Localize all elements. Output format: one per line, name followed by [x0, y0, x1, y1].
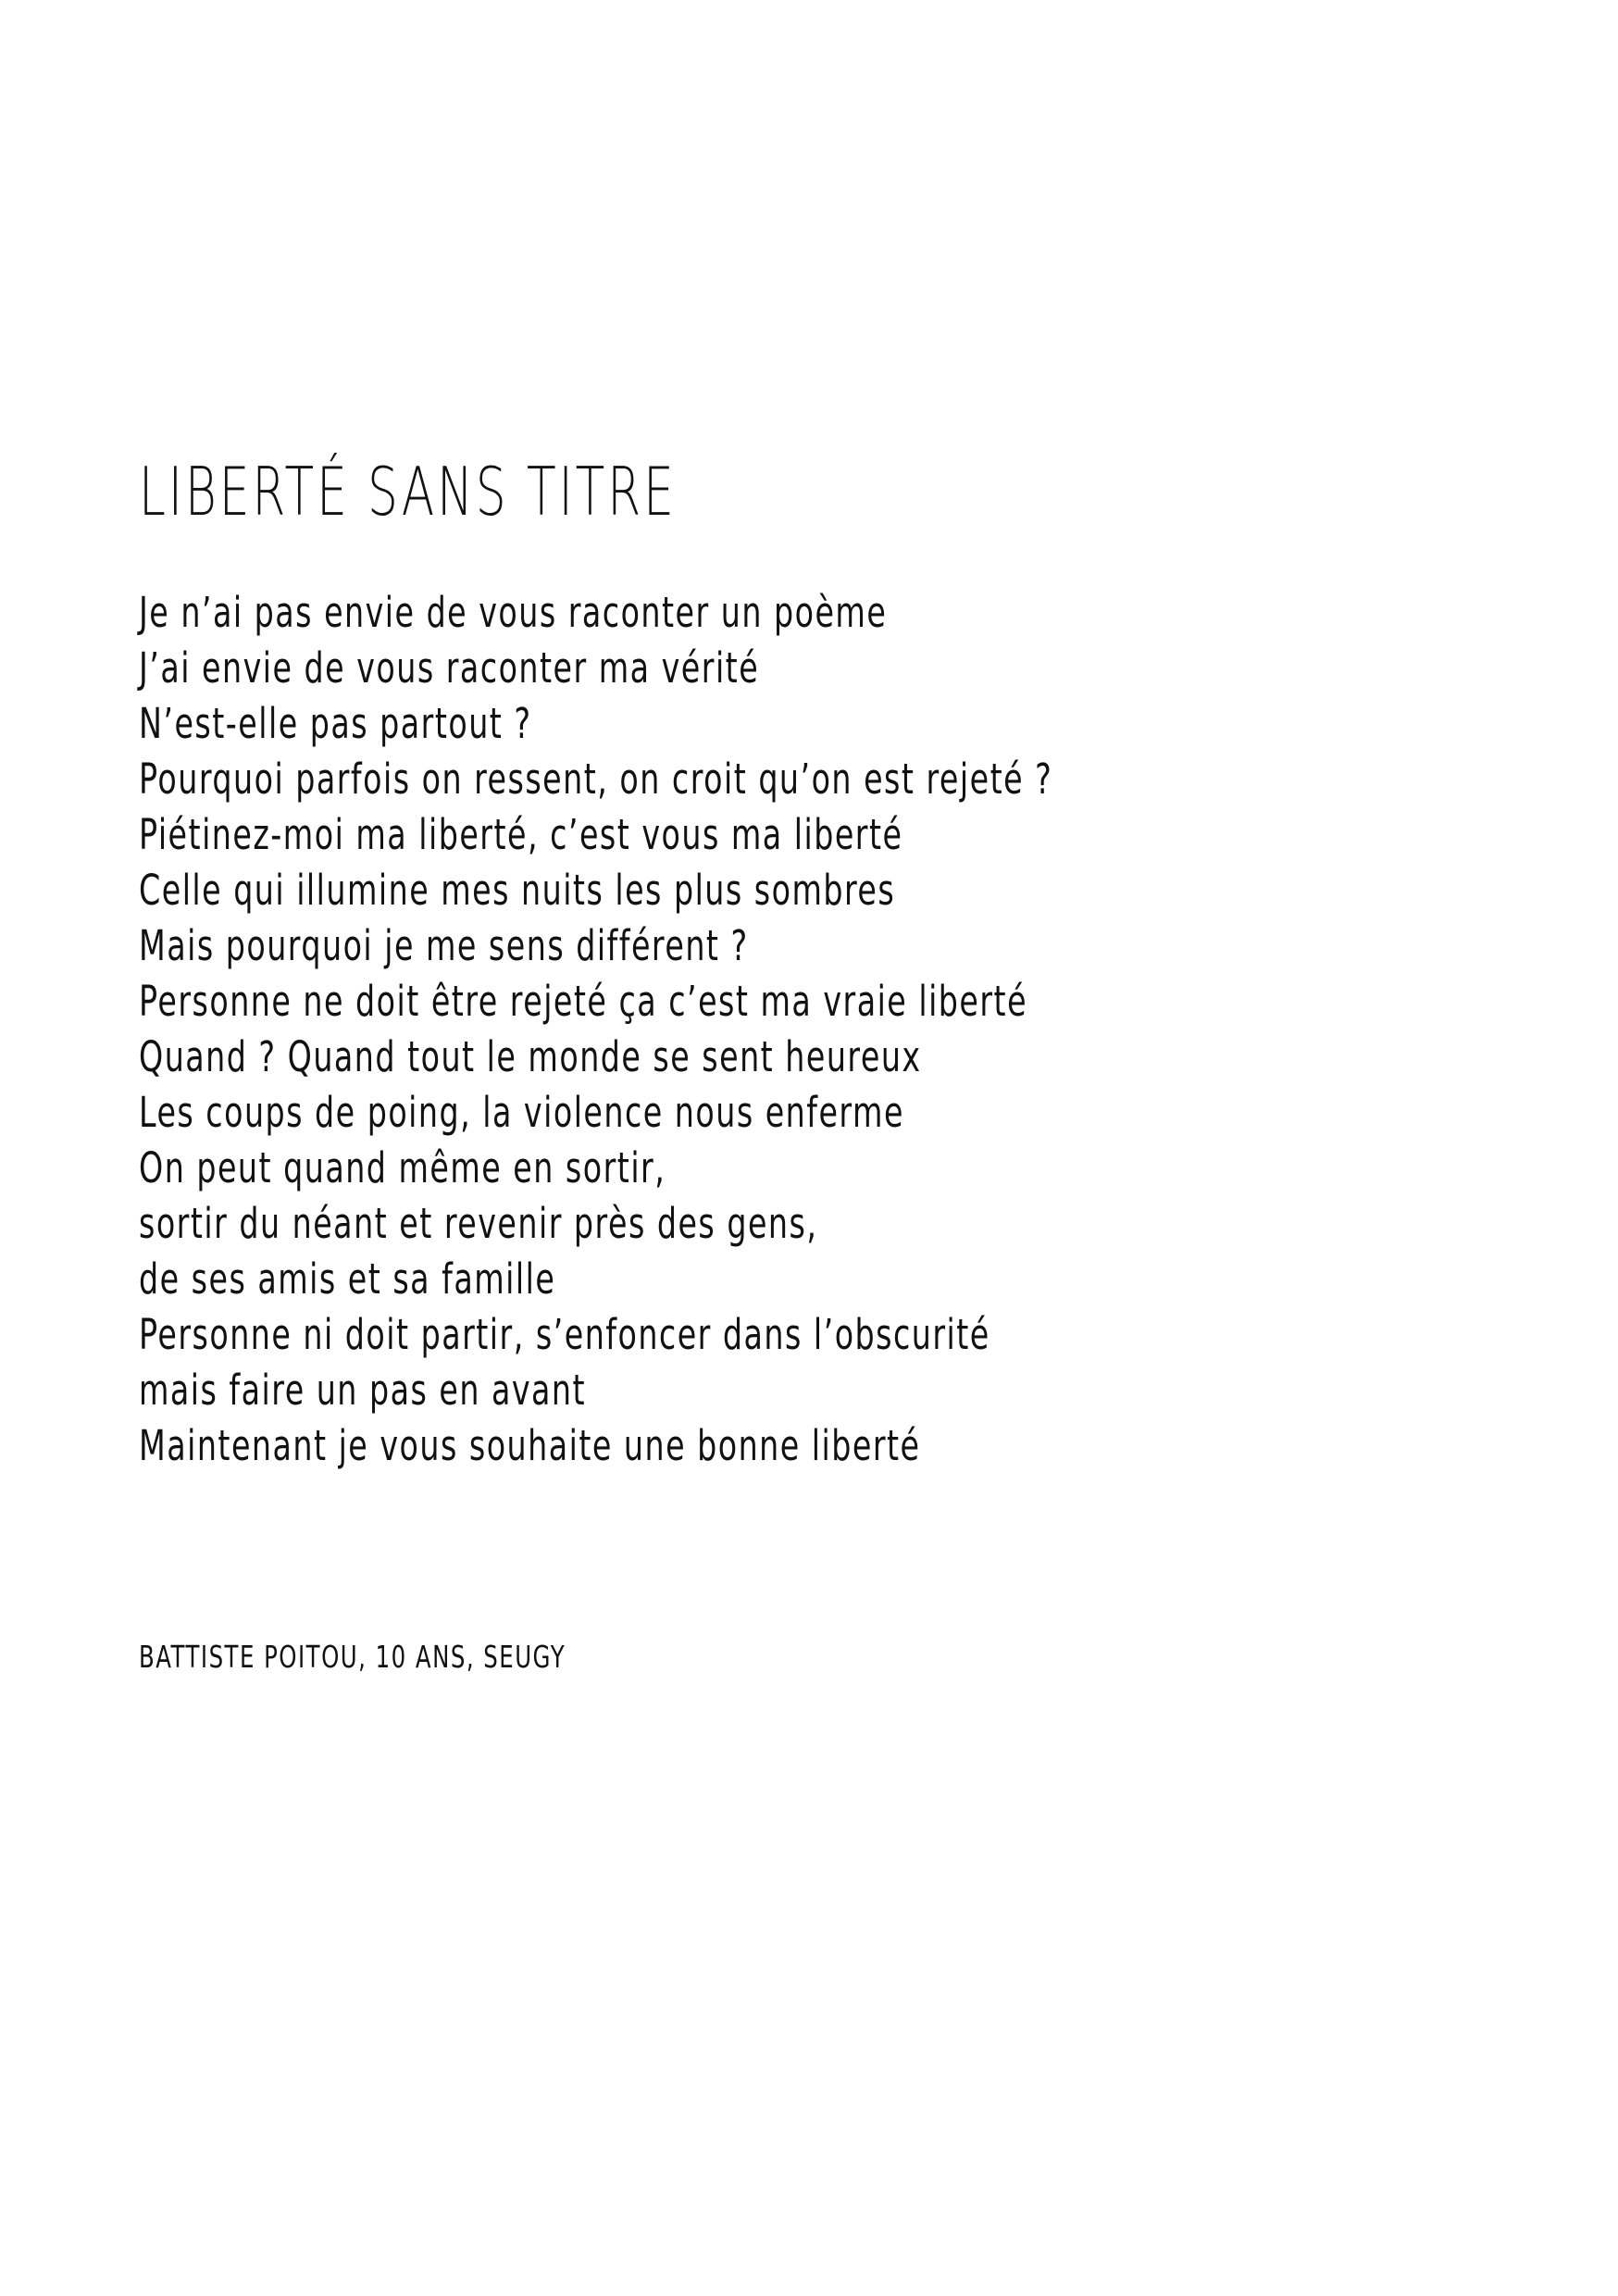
poem-line: Piétinez-moi ma liberté, c’est vous ma liberté: [139, 810, 903, 859]
poem-body: [139, 585, 1374, 1474]
poem-line: Personne ne doit être rejeté ça c’est ma vraie liberté: [139, 977, 1028, 1026]
poem-line: mais faire un pas en avant: [139, 1366, 587, 1415]
poem-line: On peut quand même en sortir,: [139, 1143, 666, 1192]
poem-line: Les coups de poing, la violence nous enferme: [139, 1088, 904, 1137]
poem-line: Personne ni doit partir, s’enfoncer dans l’obscurité: [139, 1310, 990, 1359]
poem-line: de ses amis et sa famille: [139, 1254, 556, 1304]
poem-line: Mais pourquoi je me sens différent ?: [139, 921, 749, 970]
poem-title: LIBERTÉ SANS TITRE: [139, 453, 677, 530]
poem-line: Je n’ai pas envie de vous raconter un poème: [139, 588, 888, 637]
poem-line: sortir du néant et revenir près des gens,: [139, 1199, 818, 1248]
poem-line: Quand ? Quand tout le monde se sent heureux: [139, 1032, 922, 1081]
poem-author: BATTISTE POITOU, 10 ANS, SEUGY: [139, 1639, 566, 1675]
poem-line: J’ai envie de vous raconter ma vérité: [139, 643, 760, 693]
poem-line: Pourquoi parfois on ressent, on croit qu’on est rejeté ?: [139, 755, 1053, 804]
poem-line: Maintenant je vous souhaite une bonne liberté: [139, 1421, 921, 1470]
poem-line: N’est-elle pas partout ?: [139, 699, 532, 748]
poem-line: Celle qui illumine mes nuits les plus sombres: [139, 866, 896, 915]
